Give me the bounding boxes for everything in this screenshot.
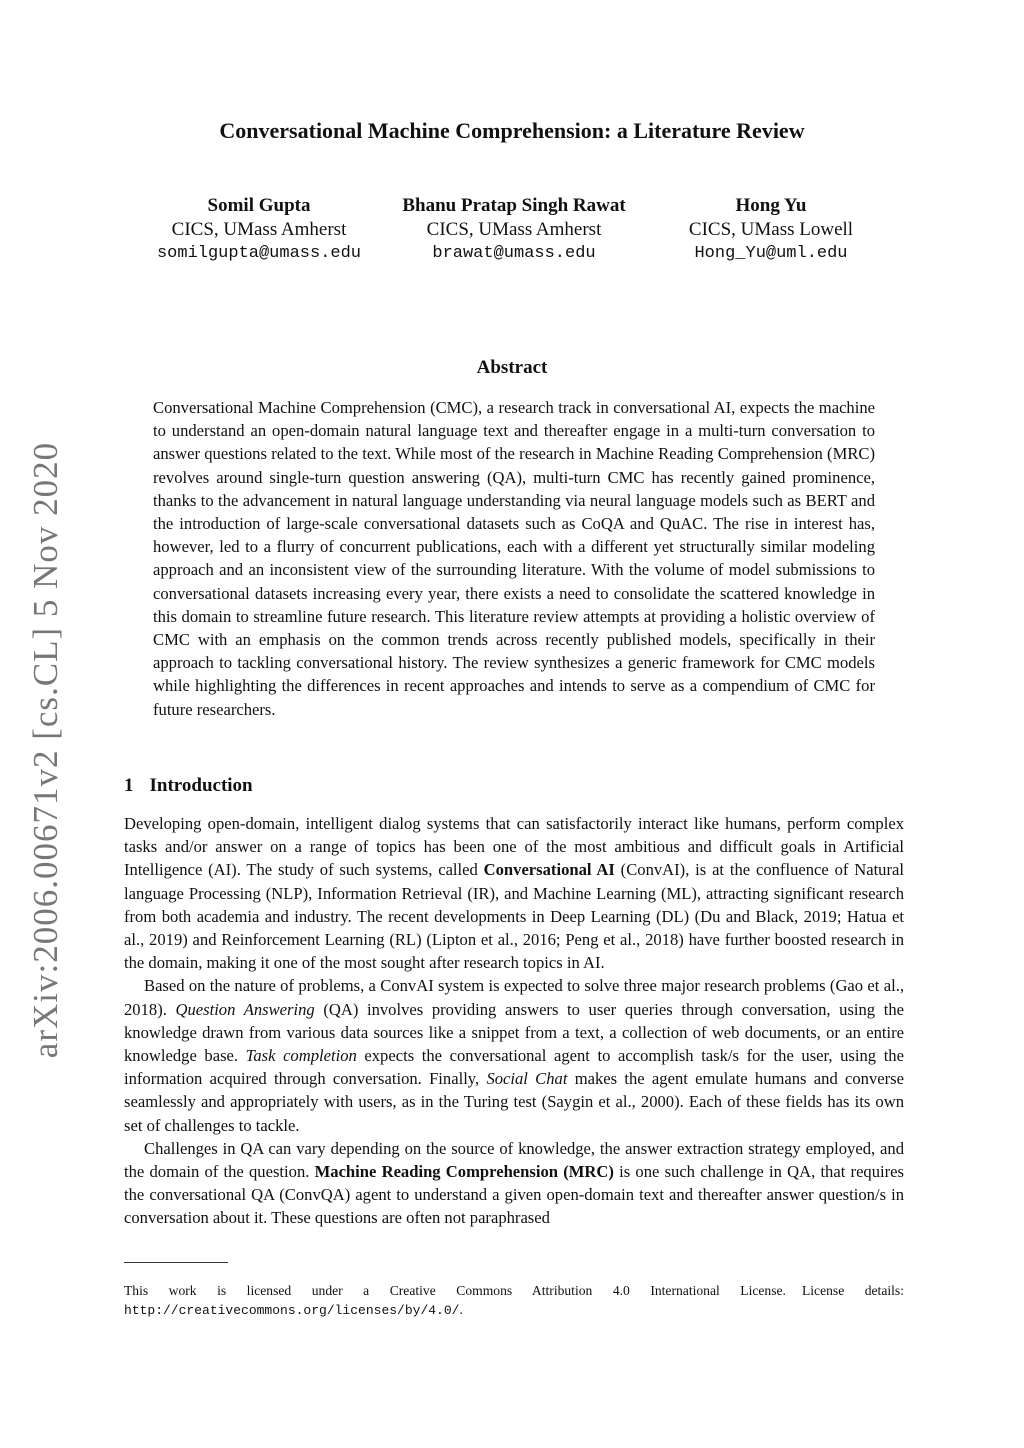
paragraph-text: Based on the nature of problems, a ConvAI system is expected to solve three major research problems (Gao et al., 2018). bbox=[124, 976, 904, 1019]
author-block bbox=[626, 194, 916, 266]
paragraph bbox=[124, 1137, 904, 1230]
paragraph-text: Developing open-domain, intelligent dialog systems that can satisfactorily interact like humans, perform complex tasks and/or answer on a range of topics has been one of the most ambitious and difficult goals in Artificial Intelligence (AI). The study of such systems, called bbox=[124, 814, 904, 880]
paragraph-text: is one such challenge in QA, that requires the conversational QA (ConvQA) agent to understand a given open-domain text and thereafter answer question/s in conversation about it. These questions are often not paraphrased bbox=[124, 1162, 904, 1228]
italic-term: Task completion bbox=[245, 1046, 357, 1066]
license-footnote bbox=[124, 1281, 904, 1320]
paragraph bbox=[124, 812, 904, 974]
author-name: Bhanu Pratap Singh Rawat bbox=[402, 195, 626, 216]
section-number: 1 bbox=[124, 775, 134, 796]
author-affiliation: CICS, UMass Lowell bbox=[688, 219, 854, 240]
section-title: Introduction bbox=[149, 775, 253, 796]
author-block bbox=[114, 194, 404, 266]
license-url-link[interactable]: http://creativecommons.org/licenses/by/4.0/ bbox=[124, 1303, 460, 1318]
author-block bbox=[369, 194, 659, 266]
abstract-heading: Abstract bbox=[476, 357, 548, 378]
license-details-label: License details: bbox=[801, 1283, 904, 1298]
paragraph bbox=[124, 974, 904, 1136]
italic-term: Social Chat bbox=[486, 1069, 568, 1089]
italic-term: Question Answering bbox=[175, 999, 315, 1019]
author-affiliation: CICS, UMass Amherst bbox=[171, 219, 347, 240]
paragraph-text: makes the agent emulate humans and converse seamlessly and appropriately with users, as in the Turing test (Saygin et al., 2000). Each of these fields has its own set of challenges to tackle. bbox=[124, 1069, 904, 1135]
paragraph-text: Challenges in QA can vary depending on the source of knowledge, the answer extraction strategy employed, and the domain of the question. bbox=[124, 1138, 904, 1182]
paragraph-text: expects the conversational agent to accomplish task/s for the user, using the information acquired through conversation. Finally, bbox=[124, 1046, 904, 1089]
paragraph-text: (ConvAI), is at the confluence of Natural language Processing (NLP), Information Retrieval (IR), and Machine Learning (ML), attracting significant research from both academia and industry. The recent developments in Deep Learning (DL) (Du and Black, 2019; Hatua et al., 2019) and Reinforcement Learning (RL) (Lipton et al., 2016; Peng et al., 2018) have further boosted research in the domain, making it one of the most sought after research topics in AI. bbox=[124, 860, 904, 973]
abstract-text: Conversational Machine Comprehension (CMC), a research track in conversational AI, expects the machine to understand an open-domain natural language text and thereafter engage in a multi-turn conversation to answer questions related to the text. While most of the research in Machine Reading Comprehension (MRC) revolves around single-turn question answering (QA), multi-turn CMC has recently gained prominence, thanks to the advancement in natural language understanding via neural language models such as BERT and the introduction of large-scale conversational datasets such as CoQA and QuAC. The rise in interest has, however, led to a flurry of concurrent publications, each with a different yet structurally similar modeling approach and an inconsistent view of the surrounding literature. With the volume of model submissions to conversational datasets increasing every year, there exists a need to consolidate the scattered knowledge in this domain to streamline future research. This literature review attempts at providing a holistic overview of CMC with an emphasis on the common trends across recently published models, specifically in their approach to tackling conversational history. The review synthesizes a generic framework for CMC models while highlighting the differences in recent approaches and intends to serve as a compendium of CMC for future researchers. bbox=[153, 398, 875, 719]
bold-term: Conversational AI bbox=[483, 860, 615, 880]
author-email: brawat@umass.edu bbox=[432, 244, 596, 263]
author-name: Hong Yu bbox=[735, 195, 807, 216]
section-heading bbox=[124, 775, 253, 797]
arxiv-identifier-stamp: arXiv:2006.00671v2 [cs.CL] 5 Nov 2020 bbox=[26, 441, 65, 1059]
author-affiliation: CICS, UMass Amherst bbox=[426, 219, 602, 240]
paragraph-text: (QA) involves providing answers to user queries through conversation, using the knowledge drawn from various data sources like a snippet from a text, a collection of web documents, or an entire knowledge base. bbox=[124, 999, 904, 1066]
footnote-divider bbox=[124, 1262, 228, 1263]
paper-title: Conversational Machine Comprehension: a Literature Review bbox=[219, 118, 805, 143]
license-text: This work is licensed under a Creative Commons Attribution 4.0 International License. bbox=[124, 1283, 786, 1298]
author-email: Hong_Yu@uml.edu bbox=[694, 244, 848, 263]
author-name: Somil Gupta bbox=[207, 195, 311, 216]
bold-term: Machine Reading Comprehension (MRC) bbox=[314, 1162, 614, 1182]
introduction-body bbox=[124, 812, 904, 1230]
author-email: somilgupta@umass.edu bbox=[156, 244, 362, 263]
footnote-period: . bbox=[459, 1302, 463, 1317]
